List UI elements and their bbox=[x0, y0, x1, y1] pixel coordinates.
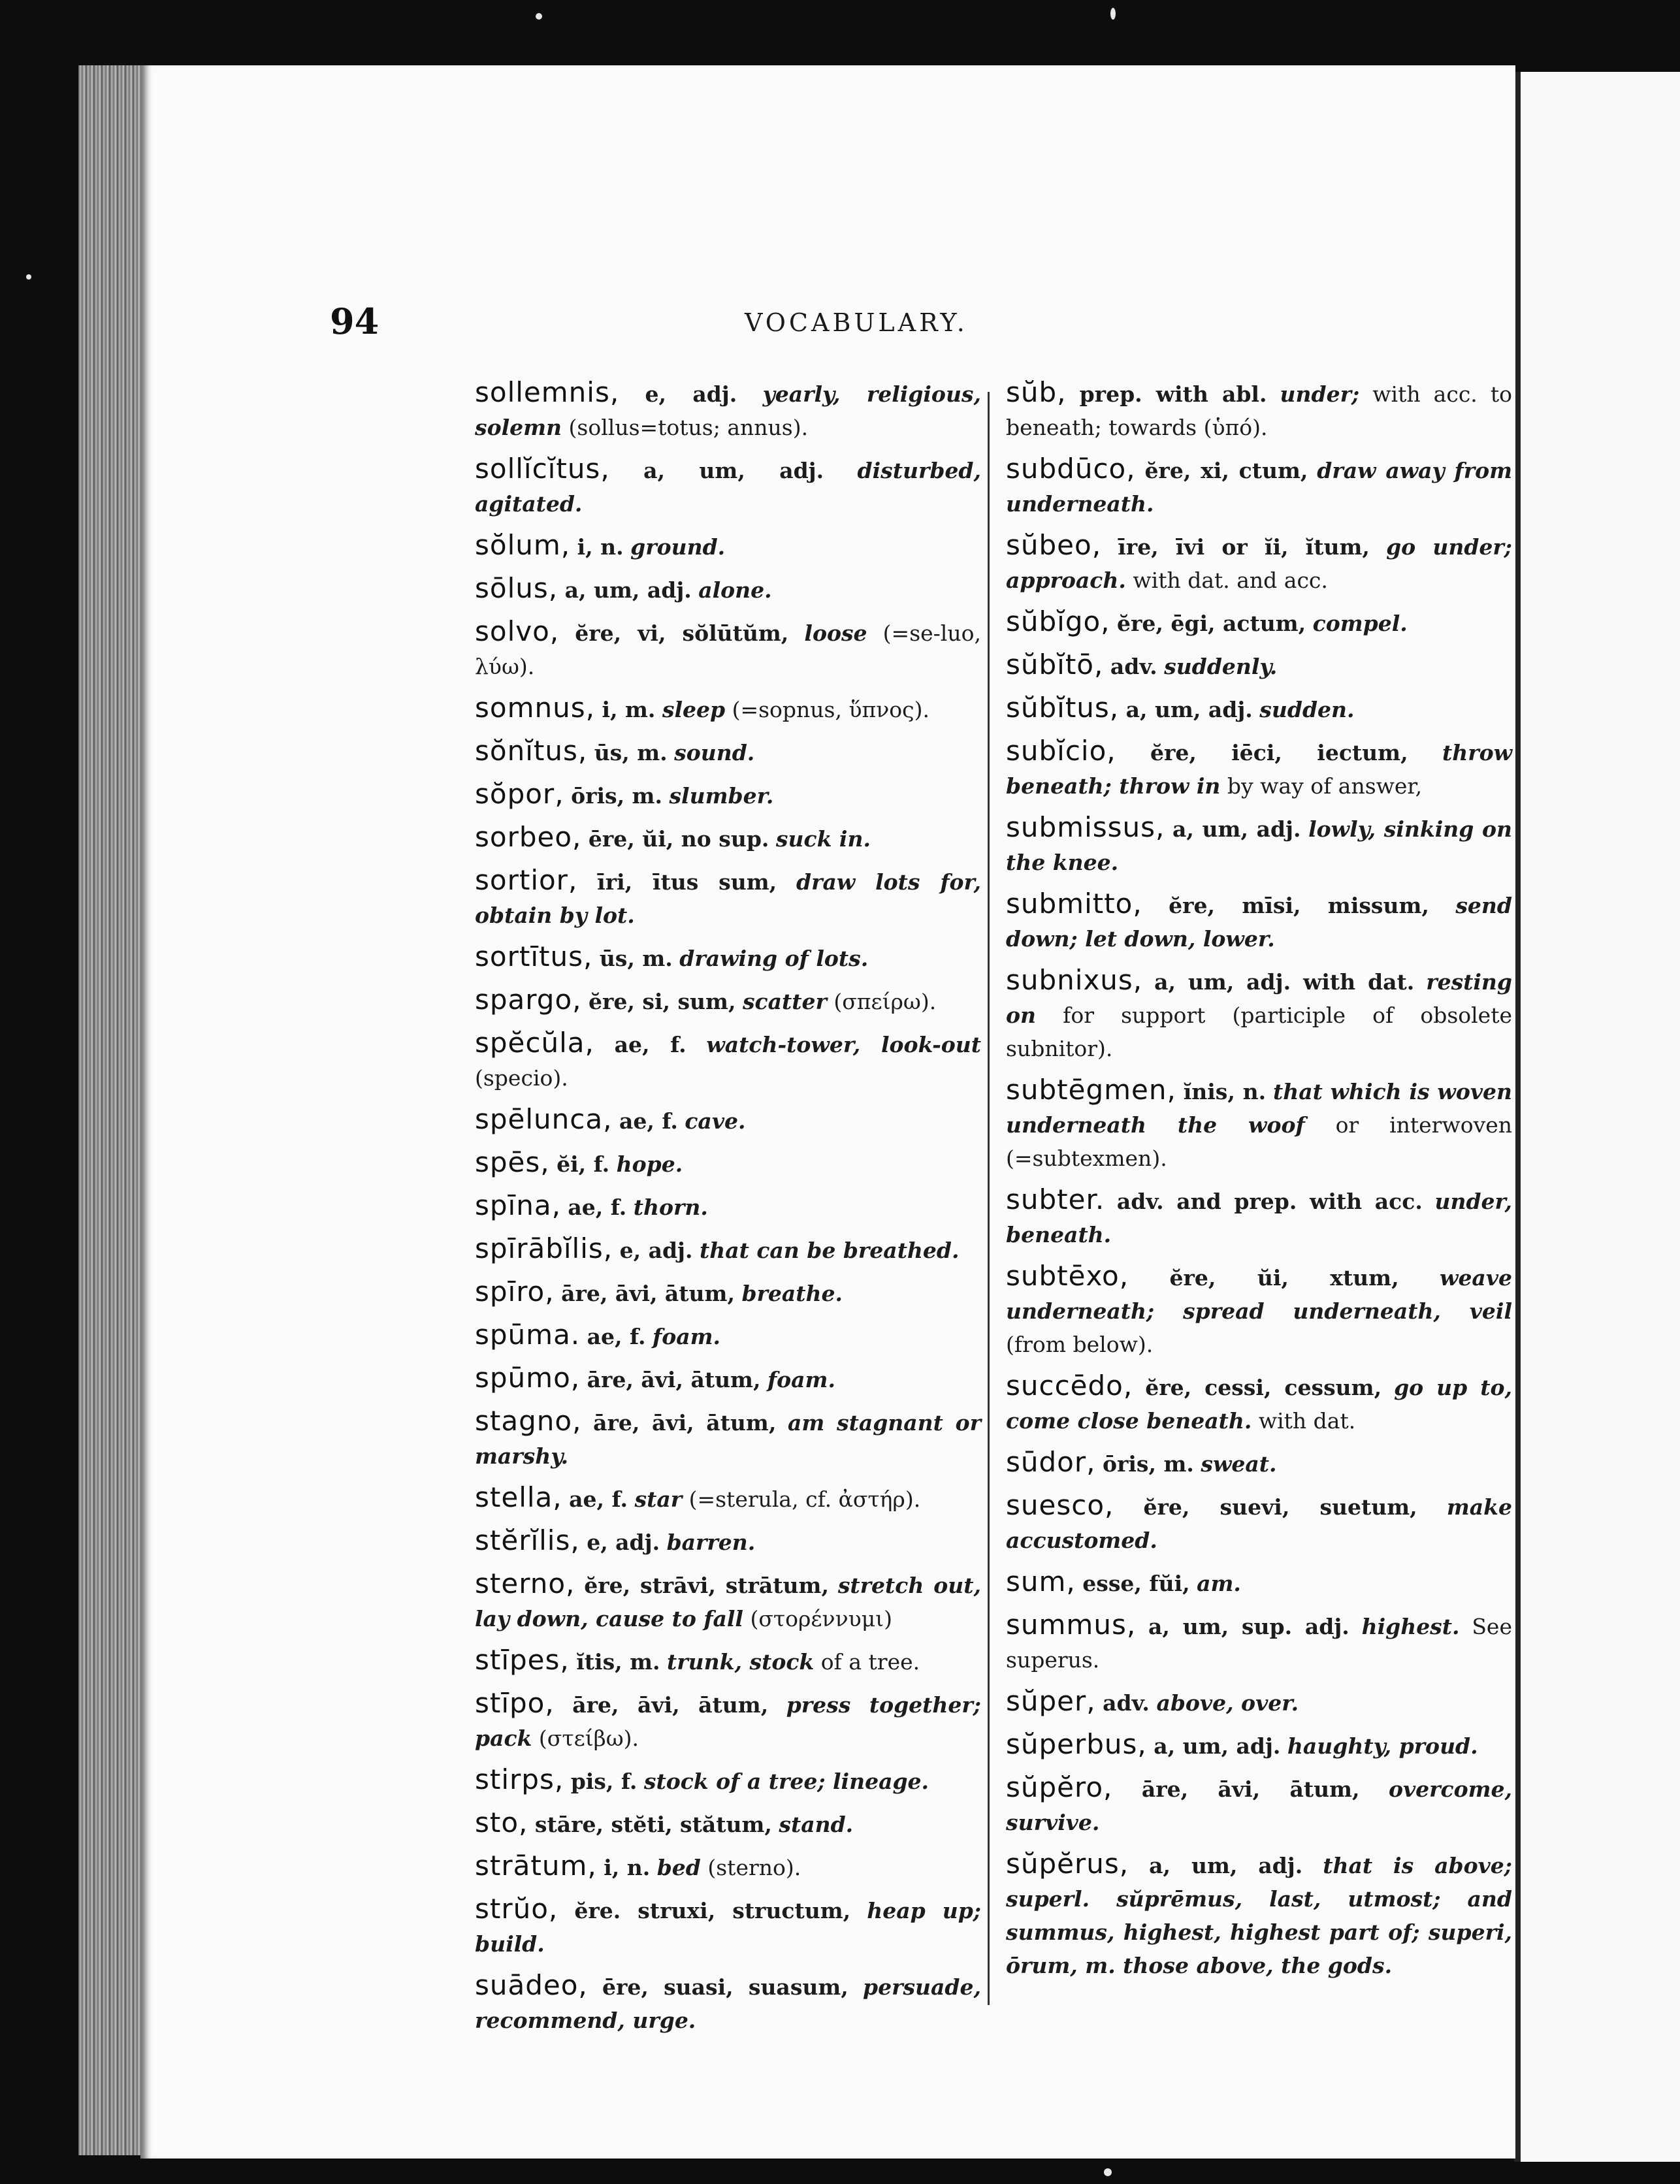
dictionary-entry bbox=[475, 1968, 981, 2037]
dictionary-entry bbox=[475, 528, 981, 564]
entry-headword: stagno, bbox=[475, 1405, 582, 1437]
entry-headword: spēs, bbox=[475, 1146, 550, 1178]
entry-definition: barren. bbox=[666, 1530, 756, 1555]
dictionary-entry bbox=[475, 1686, 981, 1755]
dictionary-entry bbox=[475, 983, 981, 1018]
entry-forms: ĕre, si, sum, bbox=[589, 989, 736, 1014]
entry-definition: stretch out, lay down, cause to fall bbox=[475, 1573, 981, 1631]
entry-definition: lowly, sinking on the knee. bbox=[1006, 816, 1512, 875]
dictionary-entry bbox=[475, 1763, 981, 1798]
entry-headword: sto, bbox=[475, 1807, 528, 1839]
entry-headword: spīro, bbox=[475, 1276, 555, 1308]
entry-headword: spargo, bbox=[475, 984, 582, 1016]
entry-definition: make accustomed. bbox=[1006, 1494, 1512, 1553]
entry-definition: scatter bbox=[742, 989, 827, 1014]
dictionary-entry bbox=[475, 820, 981, 856]
page-number: 94 bbox=[330, 300, 380, 342]
entry-note: with dat. and acc. bbox=[1133, 568, 1328, 593]
entry-note: or interwoven (=subtexmen). bbox=[1006, 1112, 1512, 1171]
entry-note: (στορέννυμι) bbox=[750, 1606, 892, 1631]
entry-headword: sōlus, bbox=[475, 572, 558, 604]
entry-definition: star bbox=[634, 1486, 683, 1512]
entry-headword: sŭbeo, bbox=[1006, 529, 1102, 561]
dictionary-entry bbox=[475, 1524, 981, 1559]
entry-forms: ĕi, f. bbox=[557, 1151, 610, 1177]
entry-definition: that which is woven underneath the woof bbox=[1006, 1079, 1512, 1138]
left-column bbox=[475, 376, 981, 2045]
entry-headword: sŭper, bbox=[1006, 1685, 1096, 1717]
entry-forms: adv. bbox=[1110, 654, 1157, 679]
entry-forms: prep. with abl. bbox=[1079, 381, 1267, 407]
dictionary-entry bbox=[475, 571, 981, 607]
dictionary-entry bbox=[475, 1404, 981, 1473]
dictionary-entry bbox=[475, 1806, 981, 1841]
entry-forms: stāre, stĕti, stătum, bbox=[534, 1812, 772, 1837]
entry-headword: spēlunca, bbox=[475, 1103, 613, 1135]
entry-headword: subtēxo, bbox=[1006, 1260, 1129, 1292]
entry-note: (=sterula, cf. ἀστήρ). bbox=[688, 1486, 921, 1512]
scan-speck bbox=[26, 274, 31, 280]
dictionary-entry bbox=[475, 734, 981, 769]
entry-headword: sūdor, bbox=[1006, 1446, 1096, 1478]
dictionary-entry bbox=[475, 1275, 981, 1310]
entry-forms: ae, f. bbox=[568, 1195, 627, 1220]
dictionary-entry bbox=[475, 863, 981, 932]
entry-note: (=se-luo, λύω). bbox=[475, 620, 981, 679]
dictionary-entry bbox=[475, 1189, 981, 1224]
dictionary-entry bbox=[1006, 1565, 1512, 1600]
dictionary-entry bbox=[1006, 1771, 1512, 1839]
entry-definition: compel. bbox=[1312, 611, 1408, 636]
entry-headword: sŏlum, bbox=[475, 529, 571, 561]
entry-forms: a, um, adj. bbox=[643, 458, 824, 483]
entry-headword: sollemnis, bbox=[475, 376, 620, 408]
entry-headword: sŏpor, bbox=[475, 778, 564, 810]
entry-headword: submissus, bbox=[1006, 811, 1165, 843]
entry-forms: a, um, adj. bbox=[1154, 1733, 1281, 1759]
entry-headword: succēdo, bbox=[1006, 1370, 1133, 1402]
entry-definition: trunk, stock bbox=[667, 1649, 815, 1675]
entry-headword: sŭb, bbox=[1006, 376, 1067, 408]
entry-headword: submitto, bbox=[1006, 888, 1142, 920]
entry-definition: draw lots for, obtain by lot. bbox=[475, 869, 981, 928]
entry-note: (specio). bbox=[475, 1065, 568, 1091]
entry-forms: ēre, ŭi, no sup. bbox=[588, 826, 769, 852]
entry-forms: a, um, adj. bbox=[1172, 816, 1301, 842]
entry-definition: loose bbox=[804, 620, 867, 646]
entry-definition: go up to, come close beneath. bbox=[1006, 1375, 1512, 1434]
entry-forms: āre, āvi, ātum, bbox=[587, 1367, 761, 1392]
entry-definition: sudden. bbox=[1259, 697, 1355, 722]
entry-forms: esse, fŭi, bbox=[1082, 1571, 1190, 1596]
entry-headword: summus, bbox=[1006, 1609, 1137, 1641]
entry-forms: āre, āvi, ātum, bbox=[561, 1281, 735, 1306]
entry-definition: hope. bbox=[616, 1151, 683, 1177]
facing-page bbox=[1514, 72, 1680, 2162]
entry-definition: press together; pack bbox=[475, 1692, 981, 1751]
entry-headword: stīpes, bbox=[475, 1644, 570, 1676]
entry-headword: subdūco, bbox=[1006, 453, 1136, 485]
entry-headword: spīna, bbox=[475, 1189, 561, 1221]
entry-headword: stella, bbox=[475, 1481, 562, 1513]
entry-definition: throw beneath; throw in bbox=[1006, 740, 1513, 799]
dictionary-entry bbox=[1006, 1608, 1512, 1677]
dictionary-entry bbox=[475, 1232, 981, 1267]
entry-forms: ĕre, xi, ctum, bbox=[1144, 458, 1308, 483]
entry-forms: i, m. bbox=[602, 697, 656, 722]
entry-headword: sum, bbox=[1006, 1566, 1076, 1598]
entry-definition: weave underneath; spread underneath, veil bbox=[1006, 1265, 1512, 1324]
entry-definition: foam. bbox=[653, 1324, 721, 1349]
entry-definition: sound. bbox=[674, 740, 755, 765]
entry-forms: ae, f. bbox=[614, 1032, 687, 1057]
entry-forms: ōris, m. bbox=[1102, 1451, 1194, 1477]
entry-definition: send down; let down, lower. bbox=[1006, 893, 1512, 952]
entry-definition: go under; approach. bbox=[1006, 534, 1512, 593]
dictionary-entry bbox=[1006, 734, 1512, 803]
entry-forms: ĕre, strāvi, strātum, bbox=[584, 1573, 829, 1598]
entry-headword: sŭbĭgo, bbox=[1006, 605, 1110, 637]
entry-definition: bed bbox=[656, 1855, 701, 1880]
dictionary-entry bbox=[475, 452, 981, 521]
entry-headword: sŏnĭtus, bbox=[475, 735, 588, 767]
dictionary-entry bbox=[1006, 1369, 1512, 1437]
entry-note: (sterno). bbox=[707, 1855, 801, 1880]
dictionary-page bbox=[140, 65, 1515, 2159]
dictionary-entry bbox=[475, 1026, 981, 1095]
dictionary-entry bbox=[475, 1146, 981, 1181]
entry-forms: āre, āvi, ātum, bbox=[572, 1692, 769, 1718]
entry-headword: stīpo, bbox=[475, 1687, 555, 1719]
entry-headword: spūmo, bbox=[475, 1362, 581, 1394]
entry-headword: suesco, bbox=[1006, 1489, 1114, 1521]
entry-definition: draw away from underneath. bbox=[1006, 458, 1513, 517]
dictionary-entry bbox=[475, 615, 981, 683]
dictionary-entry bbox=[1006, 1684, 1512, 1720]
entry-headword: sorbeo, bbox=[475, 821, 582, 853]
entry-forms: ĕre. struxi, structum, bbox=[574, 1898, 851, 1923]
entry-forms: adv. and prep. with acc. bbox=[1116, 1189, 1423, 1214]
entry-definition: resting on bbox=[1006, 969, 1512, 1028]
dictionary-entry bbox=[1006, 376, 1512, 444]
dictionary-entry bbox=[1006, 605, 1512, 640]
dictionary-entry bbox=[475, 376, 981, 444]
entry-headword: subter. bbox=[1006, 1183, 1105, 1215]
entry-forms: ĕre, suevi, suetum, bbox=[1143, 1494, 1417, 1520]
entry-note: by way of answer, bbox=[1227, 773, 1423, 799]
entry-definition: under; bbox=[1280, 381, 1360, 407]
entry-headword: sortītus, bbox=[475, 940, 593, 972]
scan-speck bbox=[1110, 8, 1116, 20]
entry-forms: ōris, m. bbox=[571, 783, 662, 809]
entry-forms: i, n. bbox=[604, 1855, 651, 1880]
entry-definition: haughty, proud. bbox=[1287, 1733, 1478, 1759]
entry-headword: sŭpĕro, bbox=[1006, 1771, 1113, 1803]
entry-note: with dat. bbox=[1258, 1408, 1356, 1434]
entry-forms: āre, āvi, ātum, bbox=[593, 1410, 777, 1436]
column-divider bbox=[988, 392, 990, 2005]
entry-forms: ūs, m. bbox=[594, 740, 668, 765]
dictionary-entry bbox=[475, 691, 981, 726]
entry-definition: stock of a tree; lineage. bbox=[643, 1769, 929, 1794]
entry-forms: āre, āvi, ātum, bbox=[1141, 1776, 1360, 1802]
entry-headword: spīrābĭlis, bbox=[475, 1232, 613, 1264]
entry-headword: sterno, bbox=[475, 1567, 575, 1599]
entry-forms: adv. bbox=[1103, 1690, 1150, 1716]
dictionary-entry bbox=[1006, 963, 1512, 1065]
dictionary-entry bbox=[1006, 1847, 1512, 1982]
dictionary-entry bbox=[475, 1892, 981, 1961]
entry-definition: above, over. bbox=[1156, 1690, 1299, 1716]
entry-definition: persuade, recommend, urge. bbox=[475, 1974, 981, 2033]
entry-definition: foam. bbox=[767, 1367, 835, 1392]
entry-forms: īre, īvi or ĭi, ĭtum, bbox=[1118, 534, 1370, 560]
entry-headword: subnixus, bbox=[1006, 964, 1143, 996]
entry-forms: ae, f. bbox=[569, 1486, 628, 1512]
entry-headword: sŭbĭtus, bbox=[1006, 692, 1120, 724]
entry-note: (στείβω). bbox=[538, 1726, 639, 1751]
entry-definition: overcome, survive. bbox=[1006, 1776, 1513, 1835]
dictionary-entry bbox=[475, 777, 981, 812]
dictionary-entry bbox=[475, 1318, 981, 1353]
entry-forms: ĕre, mīsi, missum, bbox=[1169, 893, 1429, 918]
entry-headword: stĕrĭlis, bbox=[475, 1524, 580, 1556]
dictionary-entry bbox=[475, 1361, 981, 1396]
entry-headword: spūma. bbox=[475, 1319, 581, 1351]
entry-note: (sollus=totus; annus). bbox=[568, 415, 809, 440]
entry-definition: am stagnant or marshy. bbox=[475, 1410, 981, 1469]
entry-forms: a, um, adj. bbox=[564, 577, 692, 603]
entry-definition: heap up; build. bbox=[475, 1898, 981, 1957]
entry-forms: ĕre, iēci, iectum, bbox=[1150, 740, 1408, 765]
entry-headword: subĭcio, bbox=[1006, 735, 1116, 767]
entry-headword: sŭpĕrus, bbox=[1006, 1848, 1129, 1880]
entry-forms: e, adj. bbox=[619, 1238, 693, 1263]
entry-definition: ground. bbox=[630, 534, 726, 560]
entry-headword: strŭo, bbox=[475, 1893, 558, 1925]
entry-definition: alone. bbox=[698, 577, 772, 603]
running-head bbox=[140, 229, 1515, 342]
running-title: VOCABULARY. bbox=[745, 308, 968, 337]
dictionary-entry bbox=[475, 1567, 981, 1635]
entry-forms: a, um, adj. with dat. bbox=[1154, 969, 1415, 995]
entry-note: (=sopnus, ὕπνος). bbox=[732, 697, 929, 722]
entry-forms: ae, f. bbox=[619, 1108, 678, 1134]
entry-definition: cave. bbox=[685, 1108, 746, 1134]
dictionary-entry bbox=[1006, 1259, 1512, 1361]
entry-forms: a, um, sup. adj. bbox=[1148, 1614, 1349, 1639]
entry-forms: ēre, suasi, suasum, bbox=[602, 1974, 848, 2000]
entry-forms: ĕre, cessi, cessum, bbox=[1145, 1375, 1382, 1400]
entry-definition: watch-tower, look-out bbox=[706, 1032, 982, 1057]
entry-definition: that is above; superl. sŭprēmus, last, utmost; and summus, highest, highest part of; superi, ōrum, m. those above, the gods. bbox=[1006, 1853, 1512, 1978]
dictionary-entry bbox=[475, 940, 981, 975]
entry-forms: ĕre, vi, sŏlūtŭm, bbox=[575, 620, 789, 646]
dictionary-entry bbox=[1006, 648, 1512, 683]
entry-forms: pis, f. bbox=[570, 1769, 638, 1794]
entry-definition: stand. bbox=[779, 1812, 854, 1837]
entry-definition: that can be breathed. bbox=[699, 1238, 960, 1263]
entry-definition: disturbed, agitated. bbox=[475, 458, 981, 517]
entry-headword: sŭperbus, bbox=[1006, 1728, 1147, 1760]
entry-headword: stirps, bbox=[475, 1763, 564, 1795]
entry-definition: highest. bbox=[1361, 1614, 1460, 1639]
dictionary-entry bbox=[1006, 811, 1512, 879]
entry-note: for support (participle of obsolete subnitor). bbox=[1006, 1003, 1512, 1061]
entry-definition: under, beneath. bbox=[1006, 1189, 1512, 1247]
entry-forms: ūs, m. bbox=[599, 946, 673, 971]
dictionary-entry bbox=[1006, 452, 1512, 521]
right-column bbox=[1006, 376, 1512, 1990]
entry-note: with acc. to beneath; towards (ὑπό). bbox=[1006, 381, 1512, 440]
entry-forms: ĕre, ŭi, xtum, bbox=[1169, 1265, 1399, 1291]
dictionary-entry bbox=[1006, 1488, 1512, 1557]
entry-forms: i, n. bbox=[577, 534, 624, 560]
scan-speck bbox=[536, 13, 542, 20]
entry-headword: subtēgmen, bbox=[1006, 1074, 1176, 1106]
entry-forms: a, um, adj. bbox=[1149, 1853, 1303, 1878]
entry-definition: breathe. bbox=[741, 1281, 843, 1306]
entry-definition: sweat. bbox=[1201, 1451, 1277, 1477]
entry-forms: īri, ītus sum, bbox=[597, 869, 777, 895]
entry-definition: am. bbox=[1197, 1571, 1241, 1596]
dictionary-entry bbox=[1006, 1445, 1512, 1481]
entry-headword: sortior, bbox=[475, 864, 578, 896]
dictionary-entry bbox=[1006, 1727, 1512, 1763]
entry-definition: suck in. bbox=[775, 826, 871, 852]
entry-forms: ĭtis, m. bbox=[576, 1649, 660, 1675]
entry-definition: thorn. bbox=[633, 1195, 708, 1220]
entry-definition: sleep bbox=[662, 697, 726, 722]
entry-note: (σπείρω). bbox=[833, 989, 937, 1014]
entry-forms: ĕre, ēgi, actum, bbox=[1117, 611, 1306, 636]
entry-forms: e, adj. bbox=[587, 1530, 660, 1555]
entry-headword: suādeo, bbox=[475, 1969, 588, 2001]
entry-note: of a tree. bbox=[820, 1649, 920, 1675]
book-page-edges bbox=[78, 65, 150, 2155]
dictionary-entry bbox=[475, 1849, 981, 1884]
entry-forms: ĭnis, n. bbox=[1183, 1079, 1267, 1104]
entry-definition: slumber. bbox=[669, 783, 774, 809]
entry-note: See superus. bbox=[1006, 1614, 1512, 1673]
entry-forms: e, adj. bbox=[645, 381, 737, 407]
entry-headword: somnus, bbox=[475, 692, 595, 724]
dictionary-entry bbox=[1006, 691, 1512, 726]
dictionary-entry bbox=[475, 1481, 981, 1516]
entry-headword: solvo, bbox=[475, 615, 560, 647]
dictionary-entry bbox=[1006, 528, 1512, 597]
entry-headword: strātum, bbox=[475, 1850, 597, 1882]
entry-definition: drawing of lots. bbox=[679, 946, 869, 971]
dictionary-entry bbox=[475, 1102, 981, 1138]
entry-forms: ae, f. bbox=[587, 1324, 646, 1349]
entry-definition: suddenly. bbox=[1164, 654, 1278, 679]
dictionary-entry bbox=[475, 1643, 981, 1678]
dictionary-entry bbox=[1006, 1183, 1512, 1251]
entry-forms: a, um, adj. bbox=[1125, 697, 1253, 722]
entry-note: (from below). bbox=[1006, 1332, 1154, 1357]
dictionary-entry bbox=[1006, 1073, 1512, 1175]
entry-headword: spĕcŭla, bbox=[475, 1027, 594, 1059]
dictionary-entry bbox=[1006, 887, 1512, 956]
entry-definition: yearly, religious, solemn bbox=[475, 381, 981, 440]
scan-speck bbox=[1104, 2168, 1112, 2176]
entry-headword: sollĭcĭtus, bbox=[475, 453, 610, 485]
entry-headword: sŭbĭtō, bbox=[1006, 649, 1104, 681]
